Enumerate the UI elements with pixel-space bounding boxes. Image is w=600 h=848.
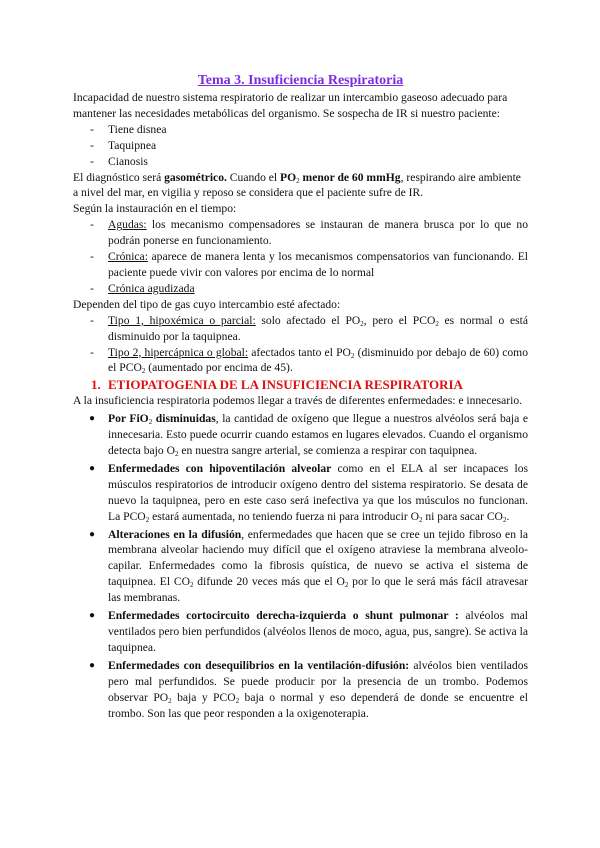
- subscript: 2: [350, 351, 355, 360]
- bold-text: Enfermedades con desequilibrios en la ventilación-difusión:: [108, 658, 410, 672]
- bold-text: menor de 60 mmHg: [299, 170, 401, 184]
- text: El diagnóstico será: [73, 170, 165, 184]
- text: estará aumentada, no teniendo fuerza ni para introducir O: [149, 509, 419, 523]
- text: Taquipnea: [108, 138, 157, 152]
- dash-list-item: [73, 154, 528, 170]
- bullet-list-item: [73, 527, 528, 607]
- text: Tiene disnea: [108, 122, 167, 136]
- section-number: 1.: [91, 377, 101, 393]
- subscript: 2: [141, 367, 146, 376]
- text: , pero el PCO: [363, 313, 436, 327]
- text: Dependen del tipo de gas cuyo intercambio esté afectado:: [73, 297, 341, 311]
- bullet-marker: ●: [89, 413, 96, 425]
- subscript: 2: [235, 696, 240, 705]
- text: es normal o está disminuido por la taquipnea.: [108, 313, 528, 343]
- bold-text: Enfermedades cortocircuito derecha-izquierda o shunt pulmonar :: [108, 609, 459, 623]
- dash-marker: -: [90, 345, 94, 359]
- text: Cianosis: [108, 154, 148, 168]
- subscript: 2: [502, 515, 507, 524]
- text: alvéolos bien ventilados pero mal perfundidos. Se puede producir por la presencia de un trombo. Podemos observar PO: [108, 658, 528, 704]
- text: afectados tanto el PO: [248, 345, 351, 359]
- subscript: 2: [296, 176, 300, 185]
- text: ETIOPATOGENIA DE LA INSUFICIENCIA RESPIRATORIA: [108, 377, 463, 393]
- bold-text: PO: [280, 170, 297, 184]
- text: , la cantidad de oxígeno que llegue a nuestros alvéolos será baja e innecesaria. Esto puede ocurrir cuando estamos en lugares elevados. Cuando el organismo detecta bajo O: [108, 412, 528, 458]
- dash-list-item: [73, 138, 528, 154]
- dash-marker: -: [90, 218, 94, 232]
- text: (aumentado por encima de 45).: [145, 361, 293, 375]
- bullet-marker: ●: [89, 462, 96, 474]
- document-page: [73, 72, 528, 721]
- subscript: 2: [344, 581, 349, 590]
- text: , enfermedades que hacen que se cree un tejido fibroso en la membrana alveolar haciendo muy difícil que el oxígeno atraviese la membrana alveolo-capilar. Enfermedades como la fibrosis quística, de nuevo se activa el sistema de taquipnea. El CO: [108, 527, 528, 589]
- text: Según la instauración en el tiempo:: [73, 202, 237, 216]
- bullet-list-item: [73, 411, 528, 459]
- bold-text: disminuidas: [152, 412, 216, 426]
- text: en nuestra sangre arterial, se comienza a respirar con taquipnea.: [178, 444, 478, 458]
- text: como en el ELA al ser incapaces los músculos respiratorios de introducir oxígeno dentro del sistema respiratorio. Se desata de nuevo la taquipnea, pero en este caso será inefectiva ya que los músculos no funcionan. La PCO: [108, 461, 528, 523]
- subscript: 2: [435, 319, 439, 328]
- subscript: 2: [174, 450, 179, 459]
- text: los mecanismo compensadores se instauran de manera brusca por lo que no podrán ponerse en funcionamiento.: [108, 218, 528, 248]
- text: A la insuficiencia respiratoria podemos llegar a través de diferentes enfermedades: e innecesario.: [73, 394, 523, 408]
- text: (disminuido por debajo de 60) como el PCO: [108, 345, 528, 375]
- dash-marker: -: [90, 122, 94, 136]
- underlined-text: Tipo 1, hipoxémica o parcial:: [108, 313, 256, 327]
- bullet-list-item: [73, 608, 528, 656]
- underlined-text: Tipo 2, hipercápnica o global:: [108, 345, 249, 359]
- bold-text: gasométrico.: [164, 170, 227, 184]
- paragraph: [73, 201, 528, 217]
- subscript: 2: [148, 418, 153, 427]
- document-body: [73, 90, 528, 721]
- section-heading: [73, 376, 528, 393]
- subscript: 2: [418, 515, 423, 524]
- underlined-text: Agudas:: [108, 218, 147, 232]
- text: Incapacidad de nuestro sistema respiratorio de realizar un intercambio gaseoso adecuado para mantener las necesidades metabólicas del organismo. Se sospecha de IR si nuestro paciente:: [73, 91, 508, 120]
- bold-text: Enfermedades con hipoventilación alveolar: [108, 461, 332, 475]
- dash-marker: -: [90, 313, 94, 327]
- dash-list-item: [73, 122, 528, 138]
- paragraph: [73, 297, 528, 313]
- text: difunde 20 veces más que el O: [193, 575, 345, 589]
- dash-marker: -: [90, 281, 94, 295]
- dash-list-item: [73, 249, 528, 281]
- paragraph: [73, 393, 528, 409]
- document-title: Tema 3. Insuficiencia Respiratoria: [197, 73, 404, 88]
- text: baja y PCO: [171, 690, 236, 704]
- dash-list-item: [73, 281, 528, 297]
- subscript: 2: [168, 696, 172, 705]
- bullet-list-item: [73, 461, 528, 525]
- bullet-marker: ●: [89, 610, 96, 622]
- text: , respirando aire ambiente a nivel del mar, en vigilia y reposo se considera que el paciente sufre de IR.: [73, 170, 521, 200]
- bullet-marker: ●: [89, 528, 96, 540]
- bullet-marker: ●: [89, 659, 96, 671]
- paragraph: [73, 90, 528, 122]
- text: ni para sacar CO: [422, 509, 503, 523]
- dash-list-item: [73, 313, 528, 345]
- dash-marker: -: [90, 138, 94, 152]
- text: baja o normal y eso dependerá de donde se encuentre el trombo. Son las que peor responden a la oxigenoterapia.: [108, 690, 529, 720]
- underlined-text: Crónica:: [108, 250, 148, 264]
- paragraph: [73, 170, 528, 202]
- dash-list-item: [73, 217, 528, 249]
- text: aparece de manera lenta y los mecanismos compensatorios van funcionando. El paciente puede vivir con valores por encima de lo normal: [108, 250, 528, 279]
- bullet-list-item: [73, 658, 528, 722]
- text: alvéolos mal ventilados pero bien perfundidos (alvéolos llenos de moco, agua, pus, sangre). Se activa la taquipnea.: [108, 609, 528, 654]
- bold-text: Por FiO: [108, 412, 149, 426]
- text: .: [506, 509, 510, 523]
- subscript: 2: [145, 515, 150, 524]
- underlined-text: Crónica agudizada: [108, 281, 195, 295]
- subscript: 2: [360, 319, 364, 328]
- dash-list-item: [73, 345, 528, 377]
- subscript: 2: [189, 581, 194, 590]
- bold-text: Alteraciones en la difusión: [108, 527, 242, 541]
- dash-marker: -: [90, 154, 94, 168]
- text: Cuando el: [226, 170, 281, 184]
- dash-marker: -: [90, 250, 94, 264]
- text: solo afectado el PO: [255, 313, 361, 327]
- text: por lo que le será más fácil atravesar las membranas.: [108, 575, 529, 605]
